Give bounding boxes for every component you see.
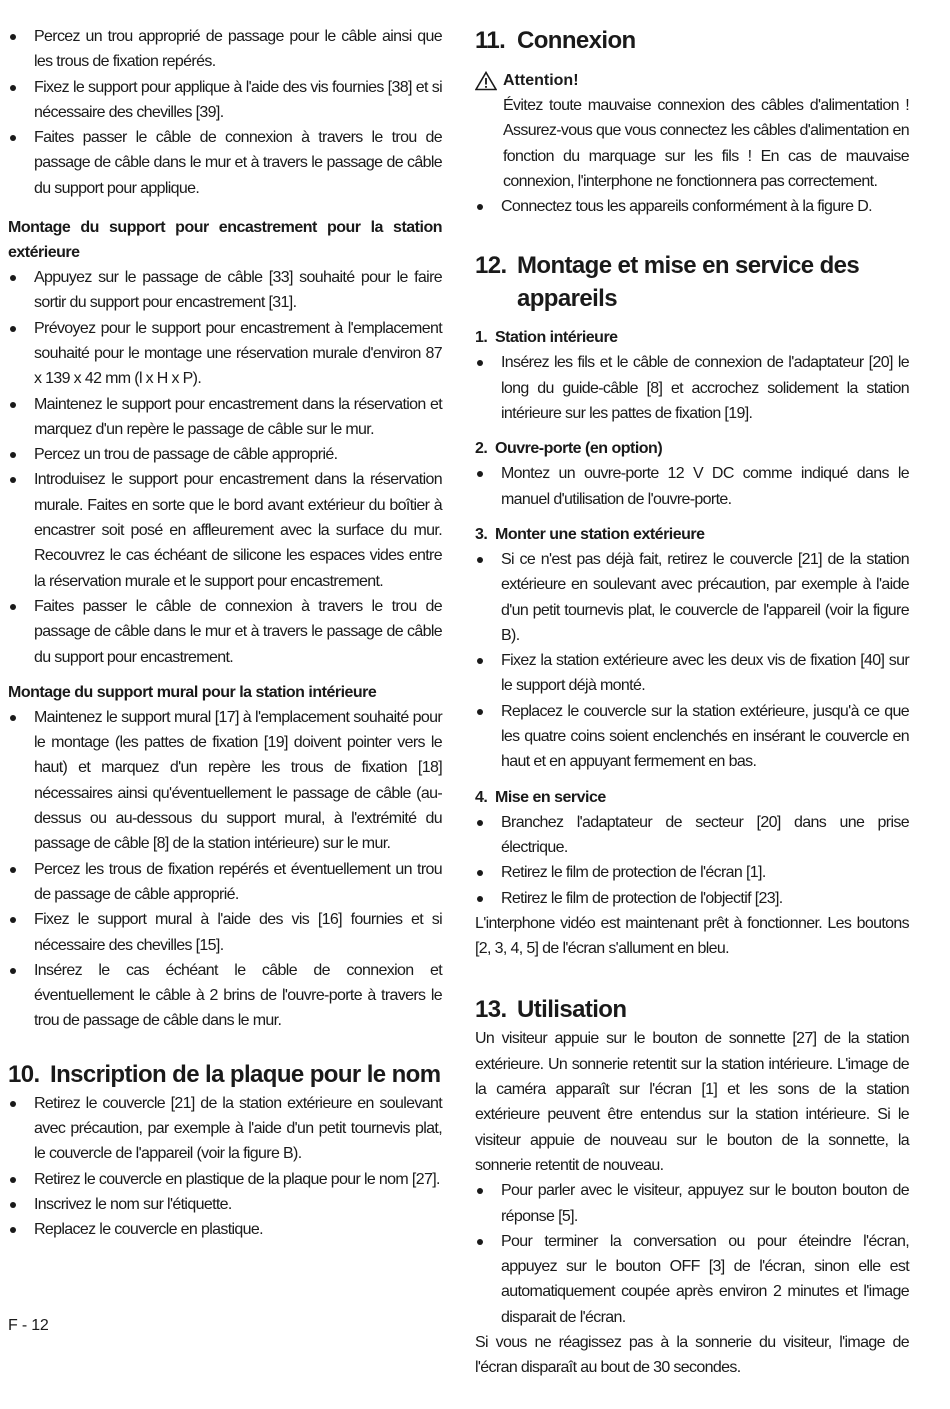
- list-item: Maintenez le support pour encastrement dans la réservation et marquez d'un repère le passage de câble sur le mur.: [8, 392, 442, 443]
- warning-triangle-icon: [475, 69, 503, 194]
- page-number: F - 12: [8, 1317, 49, 1334]
- wall-mount-bullet-list: [8, 705, 442, 1034]
- subsection-2-bullet-list: [475, 461, 909, 512]
- subsection-heading: [475, 785, 909, 810]
- list-item: Introduisez le support pour encastrement dans la réservation murale. Faites en sorte que le bord avant extérieur du boîtier à encastrer soit posé en affleurement avec la surface du mur. Recouvrez le cas échéant de silicone les espaces vides entre la réservation murale et le support pour encastrement.: [8, 467, 442, 593]
- flush-mount-bullet-list: [8, 265, 442, 670]
- list-item: Faites passer le câble de connexion à travers le trou de passage de câble dans le mur et à travers le passage de câble du support pour applique.: [8, 125, 442, 201]
- list-item: Replacez le couvercle en plastique.: [8, 1217, 442, 1242]
- section-title: Connexion: [517, 27, 636, 54]
- attention-text: Évitez toute mauvaise connexion des câbles d'alimentation ! Assurez-vous que vous connectez les câbles d'alimentation en fonction du marquage sur les fils ! En cas de mauvaise connexion, l'interphone ne fonctionnera pas correctement.: [503, 97, 909, 190]
- list-item: Percez un trou de passage de câble approprié.: [8, 442, 442, 467]
- subsection-heading: [475, 325, 909, 350]
- section-number: 13.: [475, 996, 507, 1024]
- section-13-heading: [475, 993, 909, 1026]
- list-item: Fixez le support mural à l'aide des vis [16] fournies et si nécessaire des chevilles [15].: [8, 907, 442, 958]
- list-item: Appuyez sur le passage de câble [33] souhaité pour le faire sortir du support pour encastrement [31].: [8, 265, 442, 316]
- intro-bullet-list: [8, 24, 442, 201]
- list-item: Percez un trou approprié de passage pour le câble ainsi que les trous de fixation repérés.: [8, 24, 442, 75]
- list-item: Faites passer le câble de connexion à travers le trou de passage de câble dans le mur et à travers le passage de câble du support pour encastrement.: [8, 594, 442, 670]
- subsection-heading: [475, 522, 909, 547]
- list-item: Pour terminer la conversation ou pour éteindre l'écran, appuyez sur le bouton OFF [3] de l'écran, sinon elle est automatiquement coupée après environ 2 minutes et l'image disparait de l'écran.: [475, 1229, 909, 1330]
- subsection-title: Mise en service: [495, 788, 606, 806]
- section-11-heading: [475, 24, 909, 57]
- subsection-number: 1.: [475, 329, 488, 347]
- list-item: Maintenez le support mural [17] à l'emplacement souhaité pour le montage (les pattes de fixation [19] doivent pointer vers le haut) et marquez d'un repère les trous de fixation [18] nécessaires ainsi qu'éventuellement le passage de câble (au-dessus ou au-dessous du support mural, à l'extrémité du passage de câble [8] de la station intérieure) sur le mur.: [8, 705, 442, 857]
- section-number: 11.: [475, 27, 506, 54]
- list-item: Inscrivez le nom sur l'étiquette.: [8, 1192, 442, 1217]
- list-item: Branchez l'adaptateur de secteur [20] dans une prise électrique.: [475, 810, 909, 861]
- subsection-title: Station intérieure: [495, 329, 618, 347]
- subsection-number: 2.: [475, 440, 488, 458]
- section-title: Montage et mise en service des appareils: [517, 252, 860, 313]
- attention-title: Attention!: [503, 72, 579, 89]
- section-13-bullet-list: [475, 1178, 909, 1330]
- list-item: Connectez tous les appareils conformément à la figure D.: [475, 194, 909, 219]
- list-item: Insérez le cas échéant le câble de connexion et éventuellement le câble à 2 brins de l'ouvre-porte à travers le trou de passage de câble dans le mur.: [8, 958, 442, 1034]
- usage-outro-paragraph: Si vous ne réagissez pas à la sonnerie du visiteur, l'image de l'écran disparaît au bout de 30 secondes.: [475, 1333, 909, 1377]
- list-item: Pour parler avec le visiteur, appuyez sur le bouton bouton de réponse [5].: [475, 1178, 909, 1229]
- section-title: Inscription de la plaque pour le nom: [50, 1060, 441, 1088]
- list-item: Insérez les fils et le câble de connexion de l'adaptateur [20] le long du guide-câble [8] et accrochez solidement la station intérieure sur les pattes de fixation [19].: [475, 350, 909, 426]
- section-11-bullet-list: [475, 194, 909, 219]
- left-column: [8, 24, 442, 1242]
- wall-mount-heading: Montage du support mural pour la station intérieure: [8, 683, 377, 701]
- flush-mount-heading: Montage du support pour encastrement pour la station extérieure: [8, 219, 442, 262]
- section-10-bullet-list: [8, 1091, 442, 1243]
- list-item: Retirez le film de protection de l'écran [1].: [475, 860, 909, 885]
- section-number: 12.: [475, 252, 507, 280]
- list-item: Retirez le couvercle [21] de la station extérieure en soulevant avec précaution, par exemple à l'aide d'un petit tournevis plat, le couvercle de l'appareil (voir la figure B).: [8, 1091, 442, 1167]
- section-12-heading: [475, 249, 909, 315]
- list-item: Replacez le couvercle sur la station extérieure, jusqu'à ce que les quatre coins soient enclenchés en insérant le couvercle en haut et en appuyant fermement en bas.: [475, 699, 909, 775]
- list-item: Retirez le couvercle en plastique de la plaque pour le nom [27].: [8, 1167, 442, 1192]
- list-item: Fixez le support pour applique à l'aide des vis fournies [38] et si nécessaire des chevilles [39].: [8, 75, 442, 126]
- subsection-title: Ouvre-porte (en option): [495, 440, 663, 458]
- list-item: Fixez la station extérieure avec les deux vis de fixation [40] sur le support déjà monté.: [475, 648, 909, 699]
- section-10-heading: [8, 1058, 442, 1091]
- subsection-number: 3.: [475, 525, 488, 543]
- subsection-1-bullet-list: [475, 350, 909, 426]
- subsection-heading: [475, 436, 909, 461]
- section-number: 10.: [8, 1060, 40, 1088]
- subsection-number: 4.: [475, 788, 488, 806]
- subsection-3-bullet-list: [475, 547, 909, 775]
- list-item: Prévoyez pour le support pour encastrement à l'emplacement souhaité pour le montage une réservation murale d'environ 87 x 139 x 42 mm (l x H x P).: [8, 316, 442, 392]
- list-item: Percez les trous de fixation repérés et éventuellement un trou de passage de câble approprié.: [8, 857, 442, 908]
- right-column: [475, 24, 909, 1381]
- attention-notice: [475, 69, 909, 194]
- usage-intro-paragraph: Un visiteur appuie sur le bouton de sonnette [27] de la station extérieure. Un sonnerie retentit sur la station intérieure. L'image de la caméra apparaît sur l'écran [1] et les sons de la station extérieure peuvent être entendus sur la station intérieure. Si le visiteur appuie de nouveau sur le bouton de la sonnette, la sonnerie retentit de nouveau.: [475, 1030, 909, 1174]
- list-item: Si ce n'est pas déjà fait, retirez le couvercle [21] de la station extérieure en soulevant avec précaution, par exemple à l'aide d'un petit tournevis plat, le couvercle de l'appareil (voir la figure B).: [475, 547, 909, 648]
- list-item: Montez un ouvre-porte 12 V DC comme indiqué dans le manuel d'utilisation de l'ouvre-porte.: [475, 461, 909, 512]
- list-item: Retirez le film de protection de l'objectif [23].: [475, 886, 909, 911]
- subsection-4-bullet-list: [475, 810, 909, 911]
- ready-paragraph: L'interphone vidéo est maintenant prêt à fonctionner. Les boutons [2, 3, 4, 5] de l'écran s'allument en bleu.: [475, 914, 909, 958]
- subsection-title: Monter une station extérieure: [495, 525, 705, 543]
- section-title: Utilisation: [517, 996, 627, 1024]
